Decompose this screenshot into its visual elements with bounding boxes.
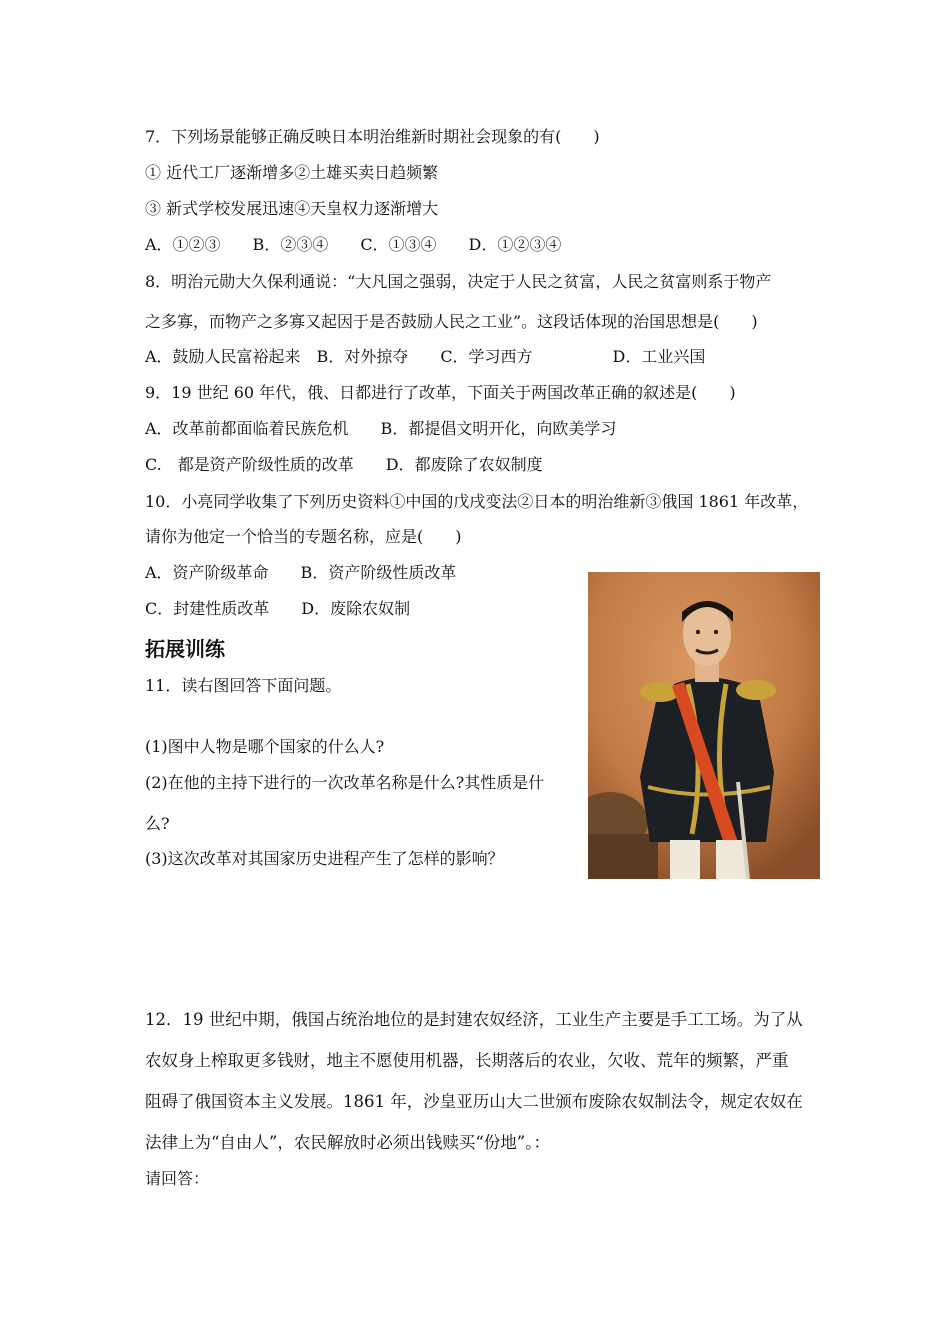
q12-paragraph-line-3: 阻碍了俄国资本主义发展。1861 年，沙皇亚历山大二世颁布废除农奴制法令，规定农奴在 — [145, 1092, 803, 1111]
table — [588, 834, 658, 879]
q10-choices-line-2: C．封建性质改革 D．废除农奴制 — [145, 599, 411, 618]
q12-paragraph-line-4: 法律上为“自由人”，农民解放时必须出钱赎买“份地”。： — [145, 1133, 550, 1152]
q11-sub-question-2-line-2: 么? — [145, 814, 170, 833]
q9-choices-line-1: A．改革前都面临着民族危机 B．都提倡文明开化，向欧美学习 — [145, 419, 617, 438]
q7-stem: 7．下列场景能够正确反映日本明治维新时期社会现象的有( ) — [145, 127, 600, 146]
q11-stem: 11．读右图回答下面问题。 — [145, 676, 342, 695]
section-heading: 拓展训练 — [145, 637, 225, 661]
portrait-illustration — [588, 572, 820, 879]
q9-stem: 9．19 世纪 60 年代，俄、日都进行了改革，下面关于两国改革正确的叙述是( ) — [145, 383, 736, 402]
q9-choices-line-2: C. 都是资产阶级性质的改革 D．都废除了农奴制度 — [145, 455, 543, 474]
q11-sub-question-3: (3)这次改革对其国家历史进程产生了怎样的影响？ — [145, 849, 504, 868]
q10-stem-line-1: 10．小亮同学收集了下列历史资料①中国的戊戌变法②日本的明治维新③俄国 1861 年改革， — [145, 492, 809, 511]
q11-sub-question-1: (1)图中人物是哪个国家的什么人? — [145, 737, 385, 756]
q11-sub-question-2-line-1: (2)在他的主持下进行的一次改革名称是什么?其性质是什 — [145, 773, 545, 792]
q12-paragraph-line-1: 12．19 世纪中期，俄国占统治地位的是封建农奴经济，工业生产主要是手工工场。为了从 — [145, 1010, 803, 1029]
right-epaulette — [736, 680, 776, 700]
q12-paragraph-line-2: 农奴身上榨取更多钱财，地主不愿使用机器，长期落后的农业，欠收、荒年的频繁，严重 — [145, 1051, 789, 1070]
q7-choices: A．①②③ B．②③④ C．①③④ D．①②③④ — [145, 235, 562, 254]
q10-choices-line-1: A．资产阶级革命 B．资产阶级性质改革 — [145, 563, 457, 582]
right-trouser — [716, 840, 746, 879]
left-eye — [696, 630, 700, 634]
q7-option-line-2: ③ 新式学校发展迅速④天皇权力逐渐增大 — [145, 199, 439, 218]
q7-option-line-1: ① 近代工厂逐渐增多②土雄买卖日趋频繁 — [145, 163, 439, 182]
q10-stem-line-2: 请你为他定一个恰当的专题名称，应是( ) — [145, 527, 462, 546]
q8-stem-line-1: 8．明治元勋大久保利通说：“大凡国之强弱，决定于人民之贫富，人民之贫富则系于物产 — [145, 272, 772, 291]
left-trouser — [670, 840, 700, 879]
right-eye — [714, 630, 718, 634]
q8-choices: A．鼓励人民富裕起来 B．对外掠夺 C．学习西方 D．工业兴国 — [145, 347, 706, 366]
emperor-portrait-image — [588, 572, 820, 879]
q8-stem-line-2: 之多寡，而物产之多寡又起因于是否鼓励人民之工业”。这段话体现的治国思想是( ) — [145, 312, 758, 331]
q12-prompt: 请回答： — [145, 1169, 210, 1188]
